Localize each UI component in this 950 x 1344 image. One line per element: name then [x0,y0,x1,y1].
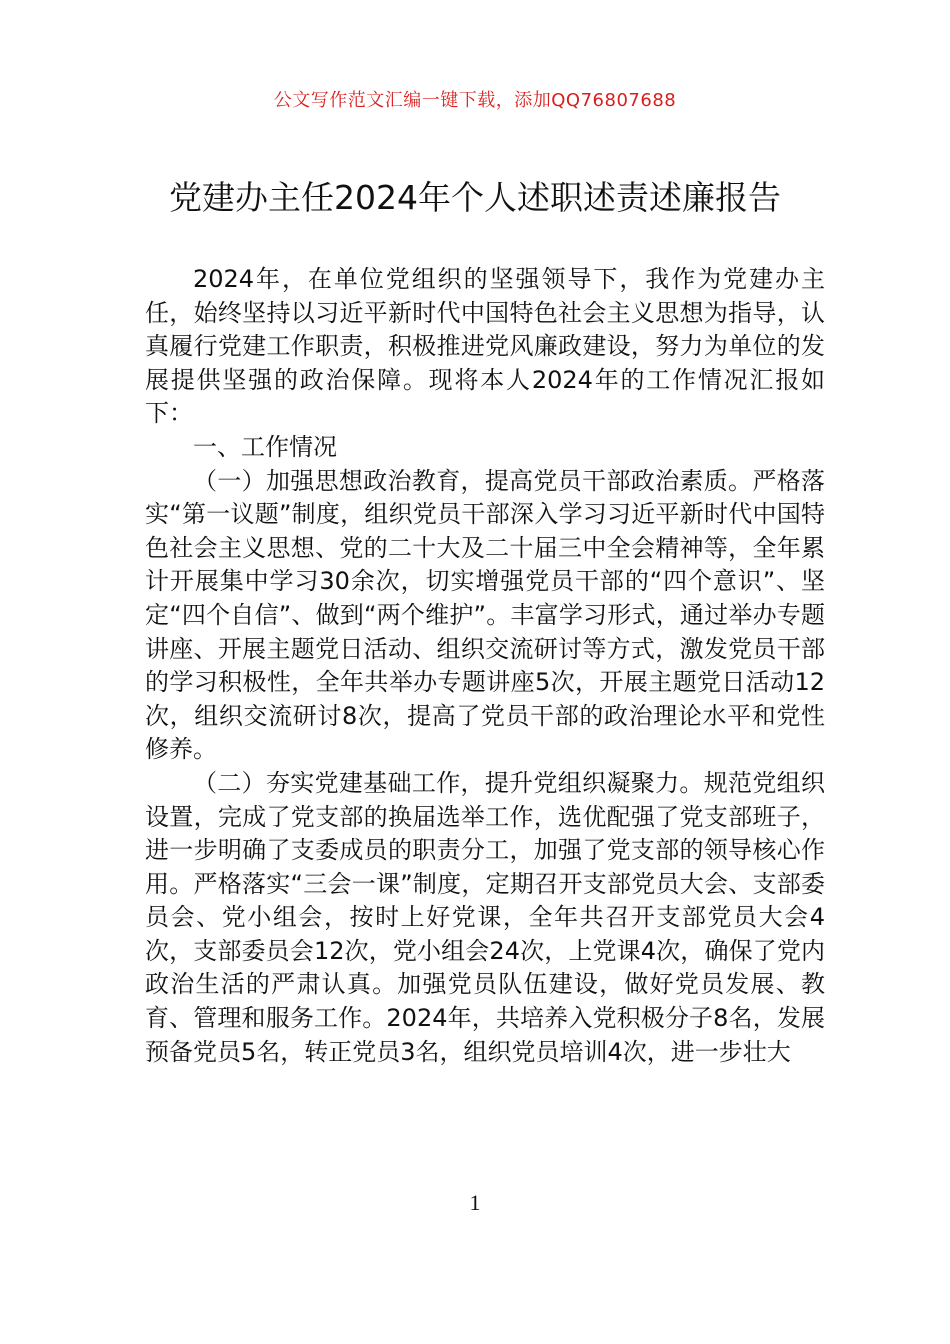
download-note: 公文写作范文汇编一键下载，添加QQ76807688 [273,90,677,111]
section-heading: 一、工作情况 [193,432,337,461]
page-number: 1 [469,1190,481,1215]
document-body [145,263,825,1069]
intro-paragraph: 2024年，在单位党组织的坚强领导下，我作为党建办主任，始终坚持以习近平新时代中国特色社会主义思想为指导，认真履行党建工作职责，积极推进党风廉政建设，努力为单位的发展提供坚强的政治保障。现将本人2024年的工作情况汇报如下： [145,265,825,428]
body-paragraph: （一）加强思想政治教育，提高党员干部政治素质。严格落实“第一议题”制度，组织党员干部深入学习习近平新时代中国特色社会主义思想、党的二十大及二十届三中全会精神等，全年累计开展集中学习30余次，切实增强党员干部的“四个意识”、坚定“四个自信”、做到“两个维护”。丰富学习形式，通过举办专题讲座、开展主题党日活动、组织交流研讨等方式，激发党员干部的学习积极性，全年共举办专题讲座5次，开展主题党日活动12次，组织交流研讨8次，提高了党员干部的政治理论水平和党性修养。 [145,466,825,764]
body-paragraph: （二）夯实党建基础工作，提升党组织凝聚力。规范党组织设置，完成了党支部的换届选举工作，选优配强了党支部班子，进一步明确了支委成员的职责分工，加强了党支部的领导核心作用。严格落实“三会一课”制度，定期召开支部党员大会、支部委员会、党小组会，按时上好党课，全年共召开支部党员大会4次，支部委员会12次，党小组会24次，上党课4次，确保了党内政治生活的严肃认真。加强党员队伍建设，做好党员发展、教育、管理和服务工作。2024年，共培养入党积极分子8名，发展预备党员5名，转正党员3名，组织党员培训4次，进一步壮大 [145,768,825,1066]
document-title: 党建办主任2024年个人述职述责述廉报告 [169,178,781,217]
